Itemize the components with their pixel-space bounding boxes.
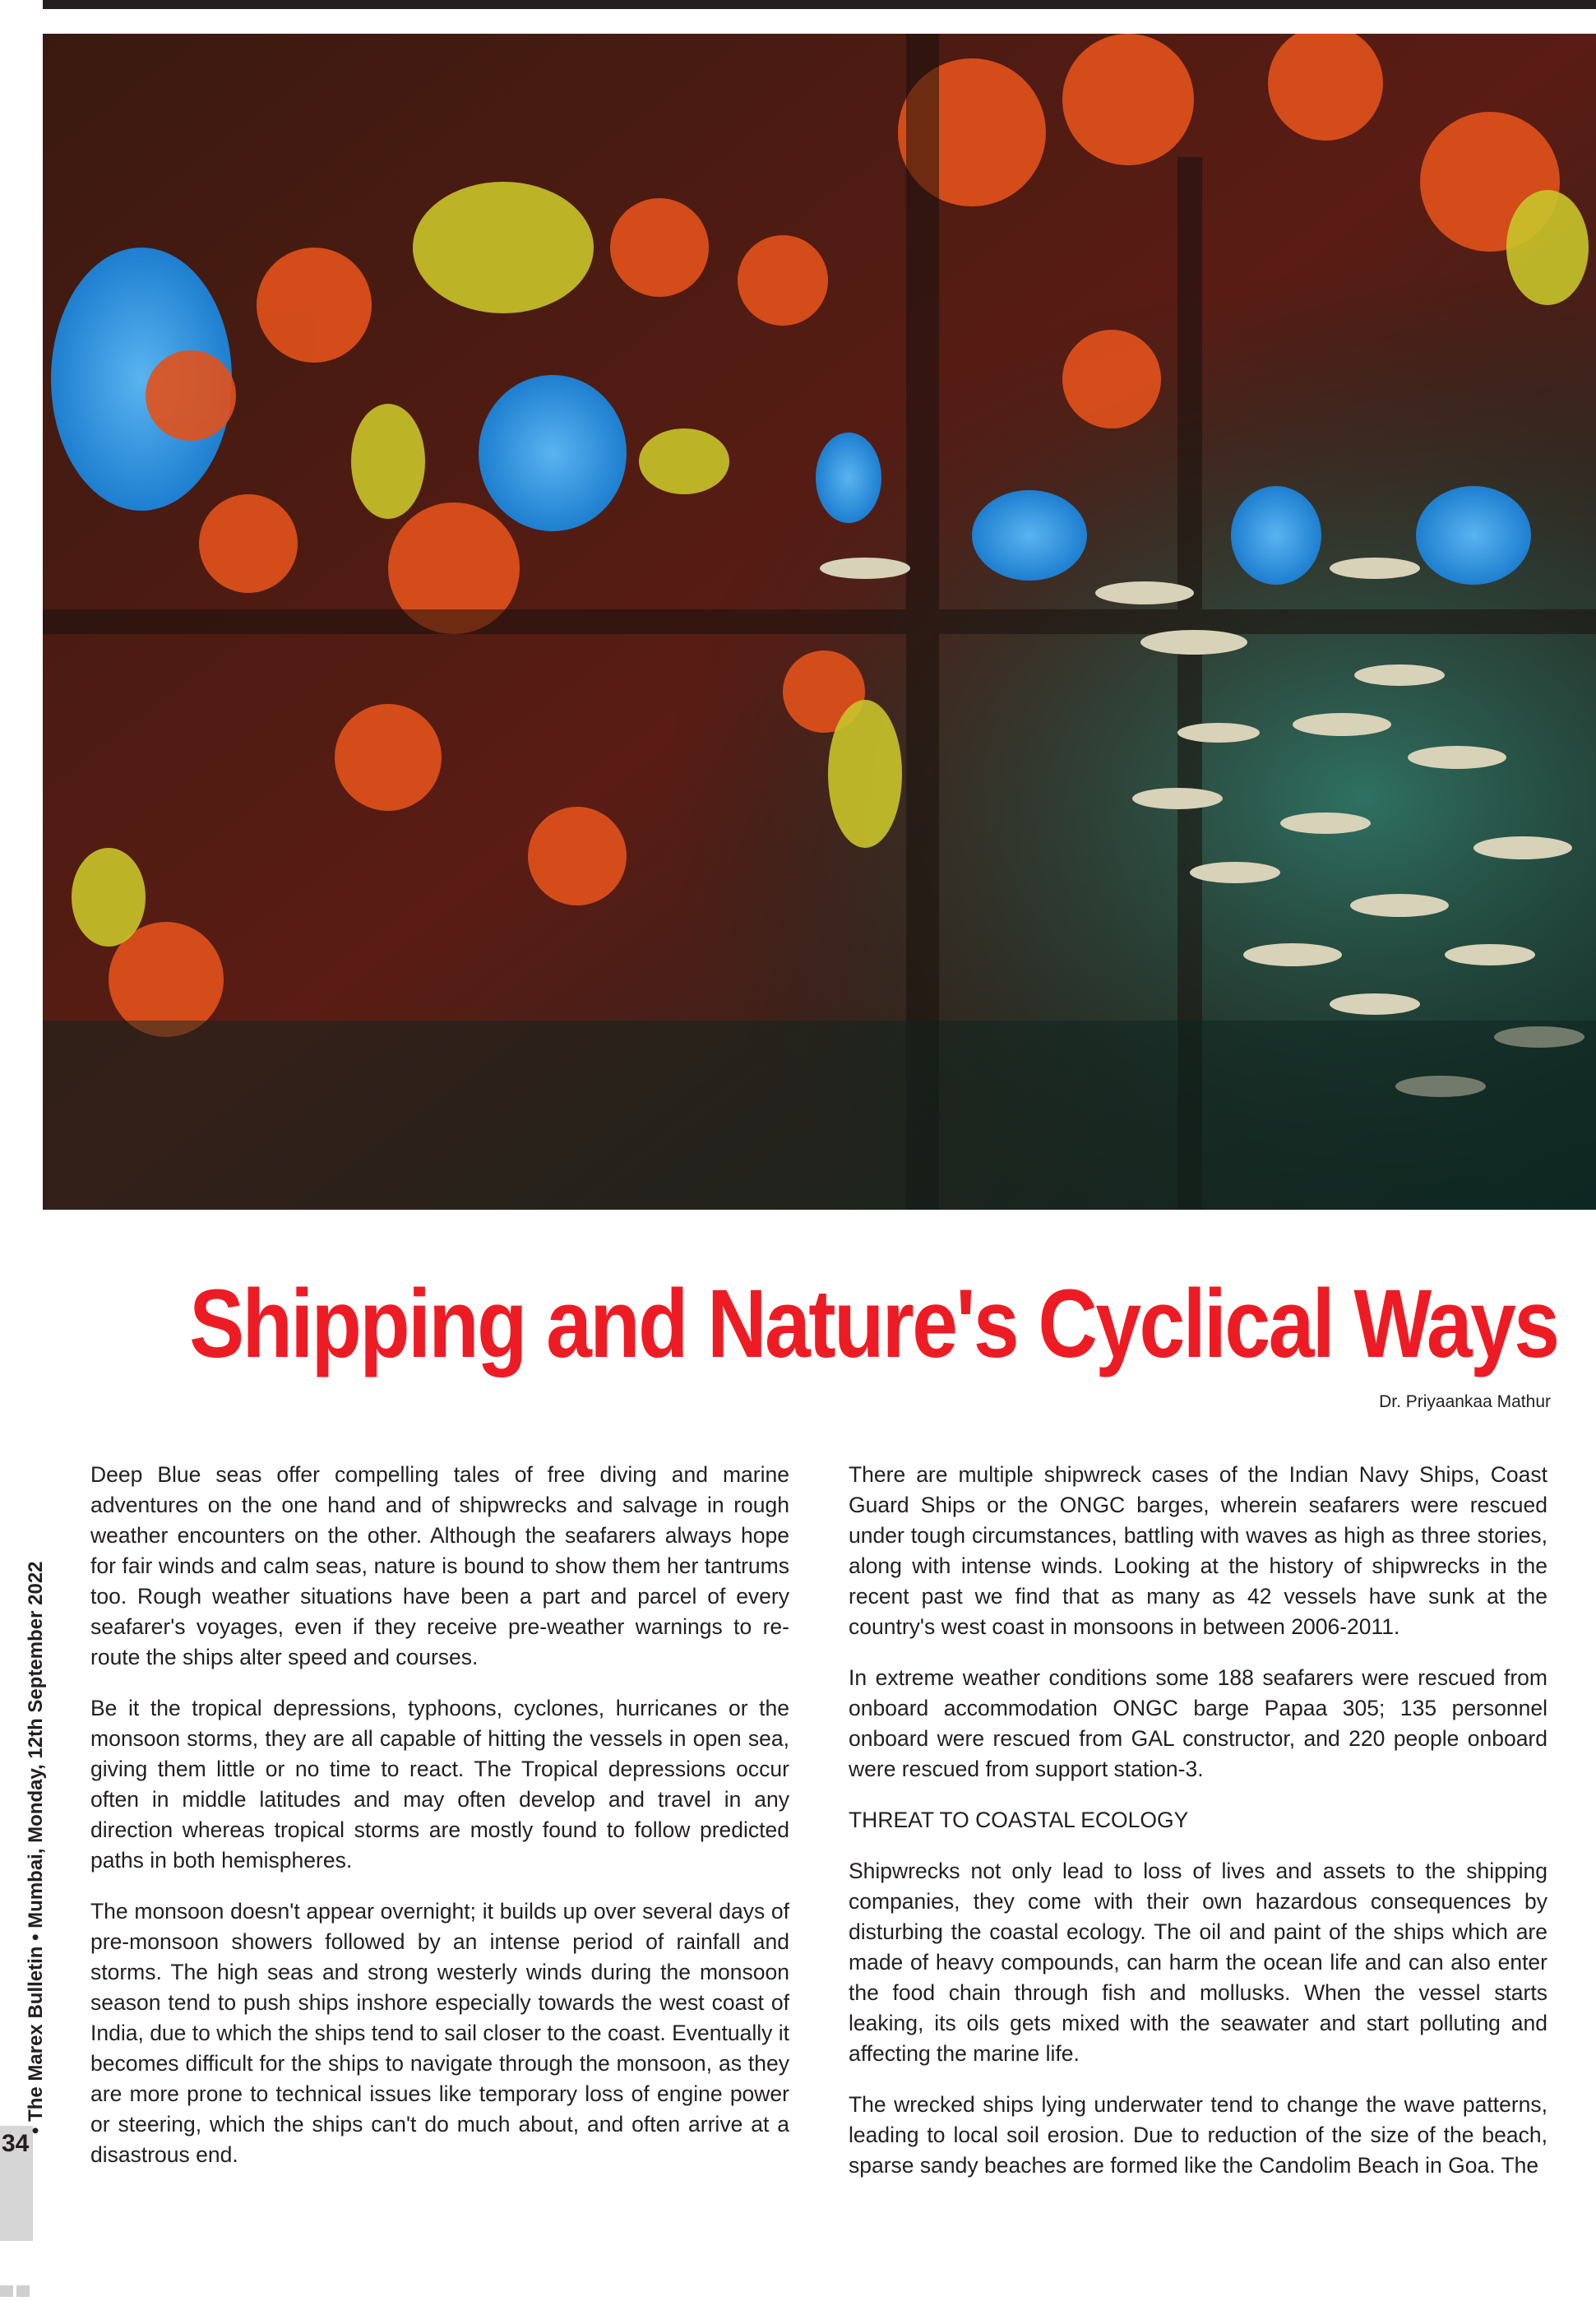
article-title: Shipping and Nature's Cyclical Ways — [189, 1270, 1558, 1378]
registration-marks — [0, 2285, 49, 2297]
publication-sidebar-label: • The Marex Bulletin • Mumbai, Monday, 12th September 2022 — [25, 1561, 47, 2134]
section-subheading: THREAT TO COASTAL ECOLOGY — [849, 1808, 1189, 1832]
body-paragraph: In extreme weather conditions some 188 seafarers were rescued from onboard accommodation ONGC barge Papaa 305; 135 personnel onboard were rescued from GAL constructor, and 220 people onboard were rescued from support station-3. — [849, 1665, 1547, 1781]
body-paragraph: Deep Blue seas offer compelling tales of free diving and marine adventures on the one hand and of shipwrecks and salvage in rough weather encounters on the other. Although the seafarers always hope for fair winds and calm seas, nature is bound to show them her tantrums too. Rough weather situations have been a part and parcel of every seafarer's voyages, even if they receive pre-weather warnings to re-route the ships alter speed and courses. — [90, 1462, 789, 1669]
author-byline: Dr. Priyaankaa Mathur — [1379, 1392, 1551, 1411]
body-paragraph: Shipwrecks not only lead to loss of lives and assets to the shipping companies, they come with their own hazardous consequences by disturbing the coastal ecology. The oil and paint of the ships which are made of heavy compounds, can harm the ocean life and can also enter the food chain through fish and mollusks. When the vessel starts leaking, its oils gets mixed with the seawater and start polluting and affecting the marine life. — [849, 1859, 1547, 2066]
article-column-right — [849, 1460, 1547, 2201]
shipwreck-reef-photo — [43, 34, 1596, 1210]
top-rule — [43, 0, 1596, 9]
page-number: 34 — [2, 2130, 30, 2157]
article-column-left — [90, 1460, 789, 2191]
body-paragraph: The wrecked ships lying underwater tend to change the wave patterns, leading to local soil erosion. Due to reduction of the size of the beach, sparse sandy beaches are formed like the Candolim Beach in Goa. The — [849, 2092, 1547, 2178]
body-paragraph: The monsoon doesn't appear overnight; it builds up over several days of pre-monsoon showers followed by an intense period of rainfall and storms. The high seas and strong westerly winds during the monsoon season tend to push ships inshore especially towards the west coast of India, due to which the ships tend to sail closer to the coast. Eventually it becomes difficult for the ships to navigate through the monsoon, as they are more prone to technical issues like temporary loss of engine power or steering, which the ships can't do much about, and often arrive at a disastrous end. — [90, 1899, 789, 2167]
reef-illustration — [43, 34, 1596, 1210]
body-paragraph: Be it the tropical depressions, typhoons, cyclones, hurricanes or the monsoon storms, they are all capable of hitting the vessels in open sea, giving them little or no time to react. The Tropical depressions occur often in middle latitudes and may often develop and travel in any direction whereas tropical storms are mostly found to follow predicted paths in both hemispheres. — [90, 1696, 789, 1873]
body-paragraph: There are multiple shipwreck cases of the Indian Navy Ships, Coast Guard Ships or the ONGC barges, wherein seafarers were rescued under tough circumstances, battling with waves as high as three stories, along with intense winds. Looking at the history of shipwrecks in the recent past we find that as many as 42 vessels have sunk at the country's west coast in monsoons in between 2006-2011. — [849, 1462, 1547, 1639]
